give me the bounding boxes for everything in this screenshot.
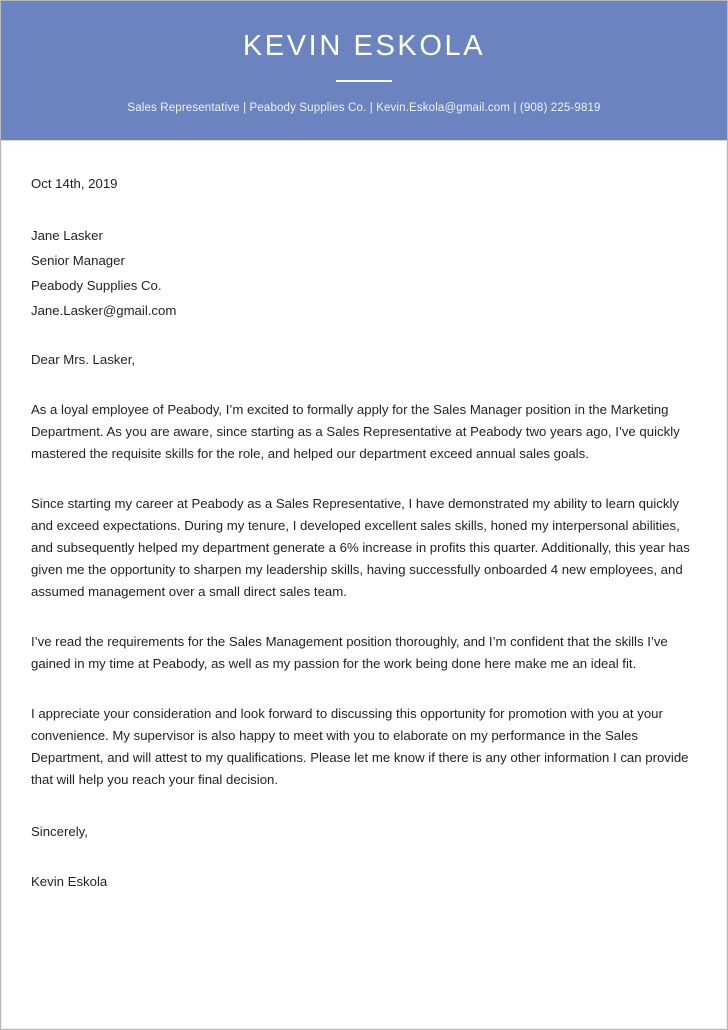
contact-info-line: Sales Representative | Peabody Supplies Co. | Kevin.Eskola@gmail.com | (908) 225-9819 bbox=[127, 101, 601, 114]
recipient-email: Jane.Lasker@gmail.com bbox=[31, 303, 177, 318]
closing-salutation: Sincerely, bbox=[31, 824, 88, 839]
letter-date: Oct 14th, 2019 bbox=[31, 176, 118, 191]
letter-paragraph: As a loyal employee of Peabody, I’m excited to formally apply for the Sales Manager position in the Marketing Department. As you are aware, since starting as a Sales Representative at Peabody two years ago, I’ve quickly mastered the requisite skills for the role, and helped our department exceed annual sales goals. bbox=[31, 402, 680, 461]
letter-paragraph: I’ve read the requirements for the Sales Management position thoroughly, and I’m confident that the skills I’ve gained in my time at Peabody, as well as my passion for the work being done here make me an ideal fit. bbox=[31, 634, 668, 671]
recipient-name: Jane Lasker bbox=[31, 228, 103, 243]
letter-paragraph: Since starting my career at Peabody as a Sales Representative, I have demonstrated my ability to learn quickly and exceed expectations. During my tenure, I developed excellent sales skills, honed my interpersonal abilities, and subsequently helped my department generate a 6% increase in profits this quarter. Additionally, this year has given me the opportunity to sharpen my leadership skills, having successfully onboarded 4 new employees, and assumed management over a small direct sales team. bbox=[31, 496, 690, 599]
recipient-title: Senior Manager bbox=[31, 253, 125, 268]
name-divider bbox=[336, 80, 392, 82]
recipient-block bbox=[31, 223, 699, 323]
salutation: Dear Mrs. Lasker, bbox=[31, 352, 136, 367]
letter-paragraph: I appreciate your consideration and look forward to discussing this opportunity for promotion with you at your convenience. My supervisor is also happy to meet with you to elaborate on my performance in the Sales Department, and will attest to my qualifications. Please let me know if there is any other information I can provide that will help you reach your final decision. bbox=[31, 706, 689, 787]
signature-name: Kevin Eskola bbox=[31, 874, 108, 889]
recipient-company: Peabody Supplies Co. bbox=[31, 278, 162, 293]
letter-header-band bbox=[1, 1, 727, 141]
letter-body bbox=[1, 141, 727, 893]
candidate-name: KEVIN ESKOLA bbox=[242, 30, 486, 62]
closing-block bbox=[31, 821, 699, 893]
